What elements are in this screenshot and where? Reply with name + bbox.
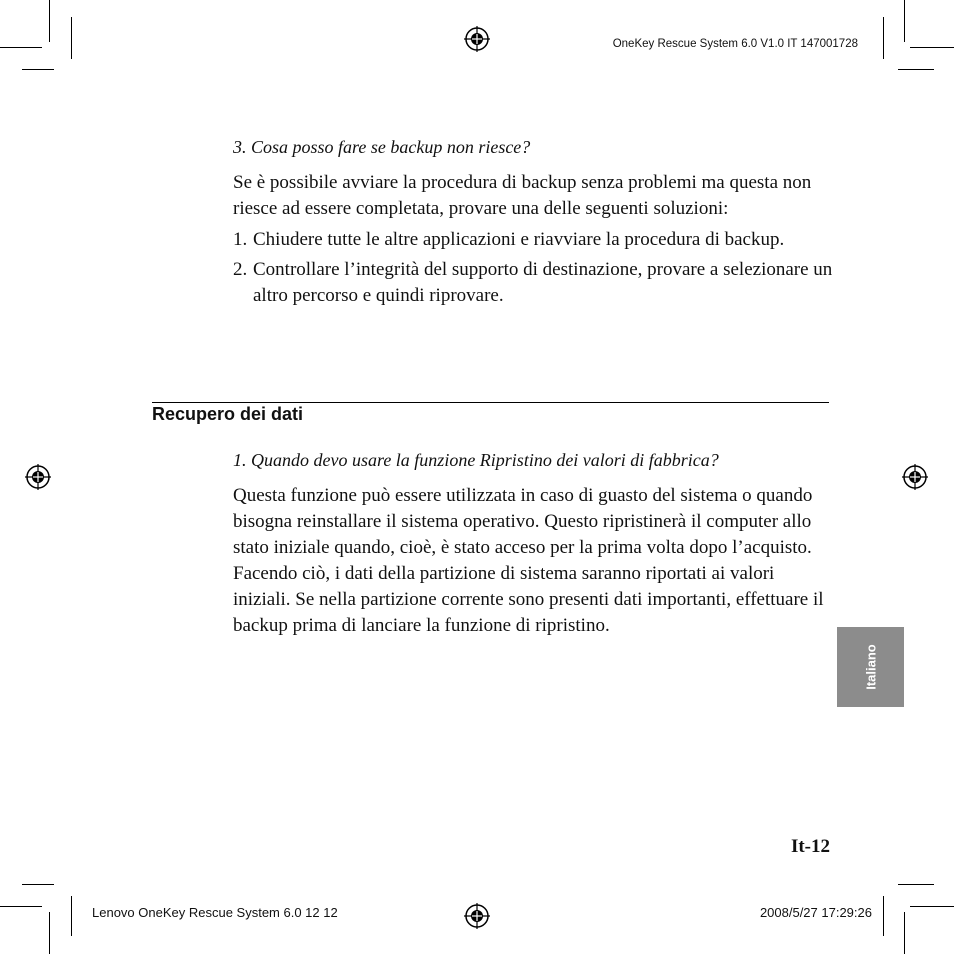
crop-mark xyxy=(71,896,72,936)
language-tab-label: Italiano xyxy=(863,644,878,690)
crop-mark xyxy=(898,884,934,885)
crop-mark xyxy=(71,17,72,59)
list-item: 1. Chiudere tutte le altre applicazioni e riavviare la procedura di backup. xyxy=(233,229,785,250)
crop-mark xyxy=(0,906,42,907)
faq-restore xyxy=(233,447,824,639)
faq-question: 3. Cosa posso fare se backup non riesce? xyxy=(233,137,531,157)
crop-mark xyxy=(22,69,54,70)
faq-question: 1. Quando devo usare la funzione Ripristino dei valori di fabbrica? xyxy=(233,450,719,470)
registration-mark-icon xyxy=(902,464,928,490)
language-tab xyxy=(837,627,904,707)
crop-mark xyxy=(898,69,934,70)
crop-mark xyxy=(49,0,50,42)
crop-mark xyxy=(883,17,884,59)
faq-backup xyxy=(233,134,833,309)
list-item: 2. Controllare l’integrità del supporto di destinazione, provare a selezionare un altro percorso e quindi riprovare. xyxy=(233,259,833,306)
footer-timestamp: 2008/5/27 17:29:26 xyxy=(759,905,872,920)
crop-mark xyxy=(904,912,905,954)
footer-file-info: Lenovo OneKey Rescue System 6.0 12 12 xyxy=(92,905,338,920)
crop-mark xyxy=(904,0,905,42)
crop-mark xyxy=(22,884,54,885)
crop-mark xyxy=(0,47,42,48)
registration-mark-icon xyxy=(464,26,490,52)
faq-answer-intro: Se è possibile avviare la procedura di backup senza problemi ma questa non riesce ad essere completata, provare una delle seguenti soluzioni: xyxy=(233,172,812,219)
crop-mark xyxy=(883,896,884,936)
document-code: OneKey Rescue System 6.0 V1.0 IT 147001728 xyxy=(612,38,858,50)
registration-mark-icon xyxy=(25,464,51,490)
registration-mark-icon xyxy=(464,903,490,929)
crop-mark xyxy=(910,47,954,48)
section-heading: Recupero dei dati xyxy=(152,404,304,424)
solution-list xyxy=(233,227,833,309)
section-divider xyxy=(152,402,829,403)
faq-answer: Questa funzione può essere utilizzata in caso di guasto del sistema o quando bisogna reinstallare il sistema operativo. Questo ripristinerà il computer allo stato iniziale quando, cioè, è stato acceso per la prima volta dopo l’acquisto. Facendo ciò, i dati della partizione di sistema saranno riportati ai valori iniziali. Se nella partizione corrente sono presenti dati importanti, effettuare il backup prima di lanciare la funzione di ripristino. xyxy=(233,485,824,636)
crop-mark xyxy=(910,906,954,907)
page-number: It-12 xyxy=(790,836,830,857)
crop-mark xyxy=(49,912,50,954)
